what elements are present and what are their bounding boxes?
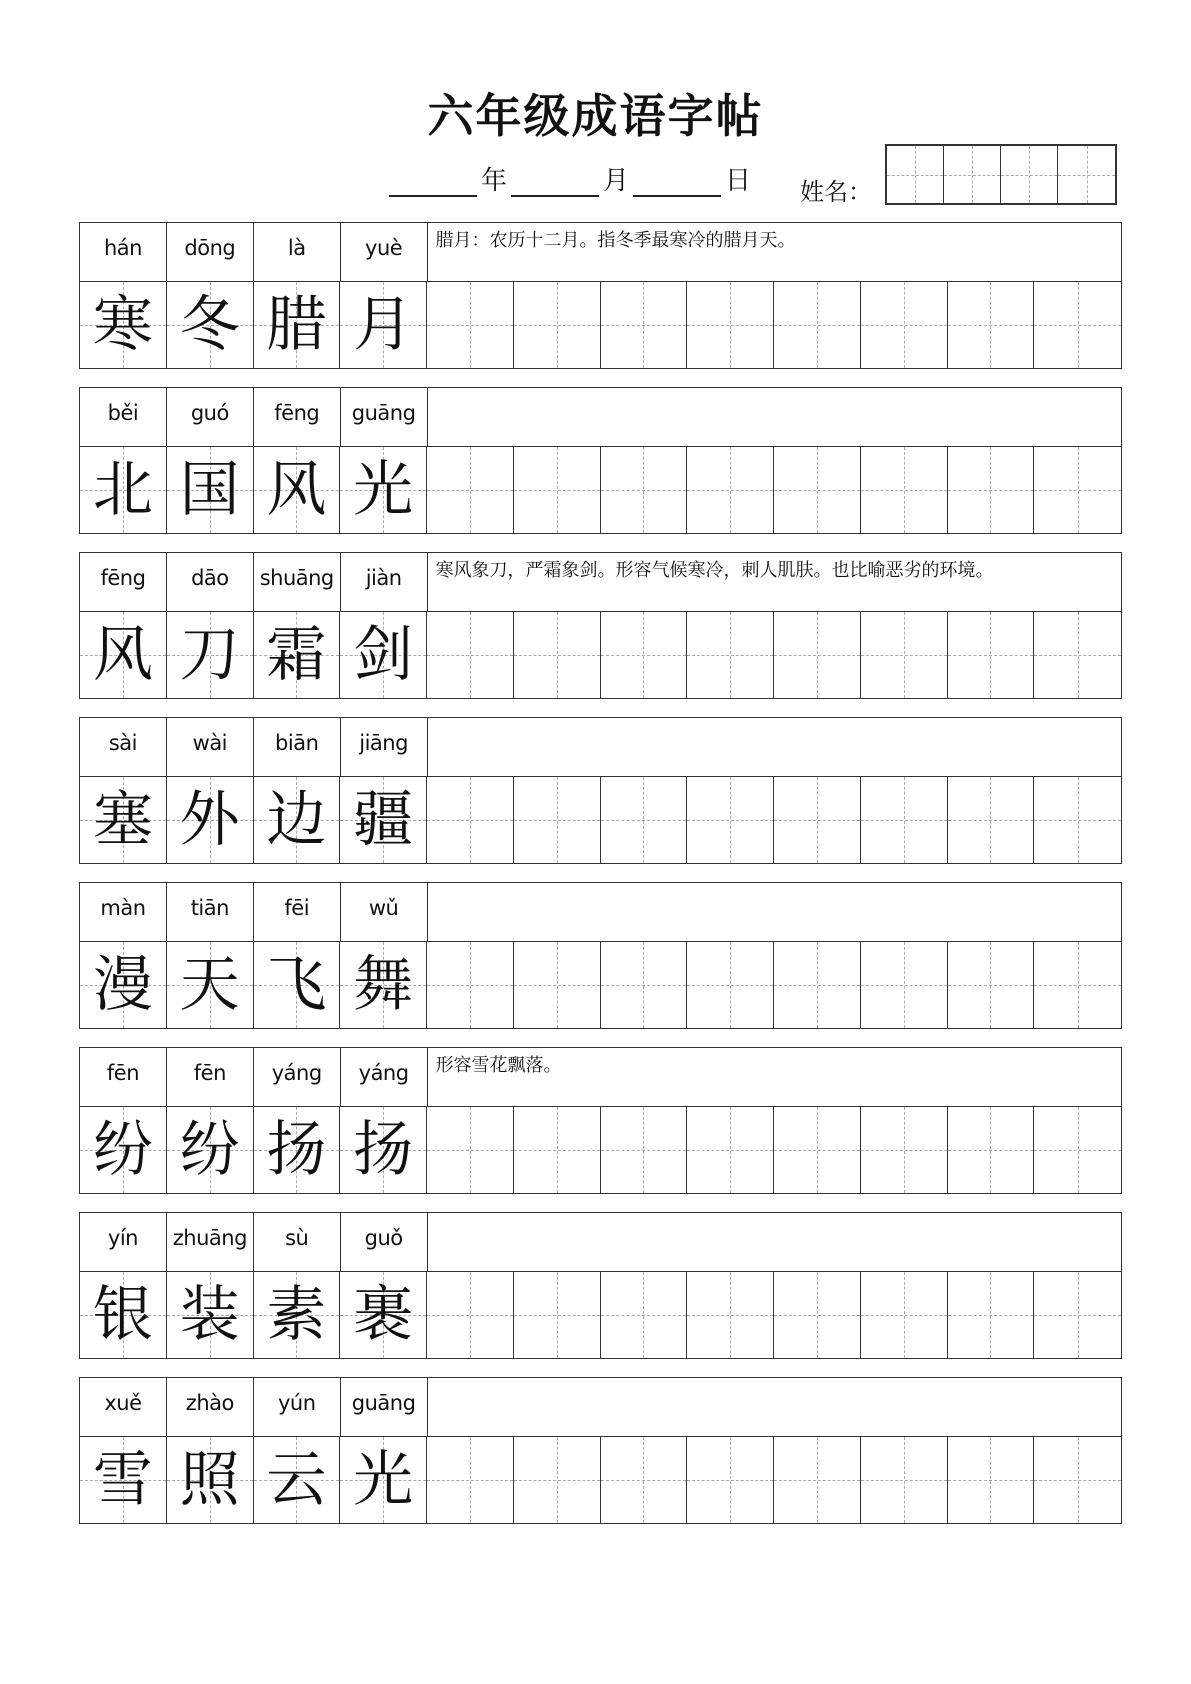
definition-text bbox=[428, 718, 1121, 776]
practice-cell[interactable] bbox=[514, 777, 601, 863]
practice-cell[interactable] bbox=[948, 1437, 1035, 1523]
month-blank[interactable] bbox=[511, 167, 599, 197]
name-cell[interactable] bbox=[1001, 146, 1058, 203]
model-character: 国 bbox=[179, 455, 240, 525]
model-character: 月 bbox=[353, 290, 414, 360]
pinyin-cell: shuāng bbox=[254, 553, 341, 611]
pinyin-cell: sài bbox=[80, 718, 167, 776]
pinyin-row bbox=[80, 1213, 1121, 1272]
idiom-block bbox=[79, 387, 1122, 534]
model-character: 纷 bbox=[92, 1115, 153, 1185]
idiom-block bbox=[79, 717, 1122, 864]
practice-cell[interactable] bbox=[687, 1107, 774, 1193]
model-character: 疆 bbox=[353, 785, 414, 855]
model-character: 刀 bbox=[179, 620, 240, 690]
pinyin-row bbox=[80, 223, 1121, 282]
pinyin-row bbox=[80, 1048, 1121, 1107]
practice-cell[interactable] bbox=[687, 447, 774, 533]
definition-text: 腊月：农历十二月。指冬季最寒冷的腊月天。 bbox=[435, 230, 796, 251]
pinyin-cell: fēn bbox=[167, 1048, 254, 1106]
pinyin-cell: dōng bbox=[167, 223, 254, 281]
practice-cell[interactable] bbox=[601, 1107, 688, 1193]
model-character-cell bbox=[254, 1272, 341, 1358]
model-character-cell bbox=[254, 1437, 341, 1523]
practice-cell[interactable] bbox=[427, 942, 514, 1028]
pinyin-cell: fēng bbox=[80, 553, 167, 611]
model-character: 雪 bbox=[92, 1445, 153, 1515]
pinyin-cell: màn bbox=[80, 883, 167, 941]
practice-cell[interactable] bbox=[687, 282, 774, 368]
pinyin-cell: yín bbox=[80, 1213, 167, 1271]
model-character: 光 bbox=[353, 455, 414, 525]
model-character: 光 bbox=[353, 1445, 414, 1515]
practice-cell[interactable] bbox=[861, 942, 948, 1028]
practice-cell[interactable] bbox=[948, 612, 1035, 698]
model-character: 剑 bbox=[353, 620, 414, 690]
practice-cell[interactable] bbox=[861, 1272, 948, 1358]
pinyin-cell: dāo bbox=[167, 553, 254, 611]
model-character: 外 bbox=[179, 785, 240, 855]
idiom-block bbox=[79, 222, 1122, 369]
model-character-cell bbox=[167, 942, 254, 1028]
pinyin-cell: guǒ bbox=[341, 1213, 428, 1271]
year-label: 年 bbox=[481, 166, 508, 196]
pinyin-cell: biān bbox=[254, 718, 341, 776]
model-character: 纷 bbox=[179, 1115, 240, 1185]
date-line bbox=[385, 160, 751, 197]
model-character-cell bbox=[340, 282, 427, 368]
model-character: 舞 bbox=[353, 950, 414, 1020]
page-title: 六年级成语字帖 bbox=[427, 89, 764, 143]
practice-cell[interactable] bbox=[774, 1437, 861, 1523]
practice-cell[interactable] bbox=[861, 1437, 948, 1523]
pinyin-cell: běi bbox=[80, 388, 167, 446]
idiom-block bbox=[79, 1377, 1122, 1524]
pinyin-cell: yáng bbox=[254, 1048, 341, 1106]
pinyin-row bbox=[80, 718, 1121, 777]
model-character-cell bbox=[167, 1437, 254, 1523]
practice-cell[interactable] bbox=[601, 1272, 688, 1358]
day-blank[interactable] bbox=[633, 167, 721, 197]
model-character-cell bbox=[167, 612, 254, 698]
model-character: 装 bbox=[179, 1280, 240, 1350]
model-character: 冬 bbox=[179, 290, 240, 360]
pinyin-cell: guó bbox=[167, 388, 254, 446]
practice-cell[interactable] bbox=[774, 942, 861, 1028]
model-character: 风 bbox=[266, 455, 327, 525]
name-cell[interactable] bbox=[944, 146, 1001, 203]
pinyin-row bbox=[80, 388, 1121, 447]
idiom-block bbox=[79, 1047, 1122, 1194]
model-character-cell bbox=[340, 612, 427, 698]
model-character: 塞 bbox=[92, 785, 153, 855]
practice-cell[interactable] bbox=[774, 1107, 861, 1193]
pinyin-cell: yuè bbox=[341, 223, 428, 281]
day-label: 日 bbox=[725, 166, 752, 196]
character-row bbox=[80, 777, 1121, 863]
practice-cell[interactable] bbox=[514, 282, 601, 368]
pinyin-cell: xuě bbox=[80, 1378, 167, 1436]
practice-cell[interactable] bbox=[1034, 1437, 1121, 1523]
model-character: 裹 bbox=[353, 1280, 414, 1350]
pinyin-cell: fēn bbox=[80, 1048, 167, 1106]
practice-cell[interactable] bbox=[861, 447, 948, 533]
pinyin-row bbox=[80, 553, 1121, 612]
definition-text bbox=[428, 1378, 1121, 1436]
model-character: 云 bbox=[266, 1445, 327, 1515]
model-character: 扬 bbox=[266, 1115, 327, 1185]
practice-cell[interactable] bbox=[427, 282, 514, 368]
definition-text bbox=[428, 388, 1121, 446]
model-character-cell bbox=[340, 1272, 427, 1358]
model-character: 漫 bbox=[92, 950, 153, 1020]
model-character: 照 bbox=[179, 1445, 240, 1515]
practice-cell[interactable] bbox=[1034, 1107, 1121, 1193]
definition-text: 形容雪花飘落。 bbox=[435, 1055, 562, 1076]
model-character-cell bbox=[167, 447, 254, 533]
model-character-cell bbox=[340, 447, 427, 533]
practice-cell[interactable] bbox=[601, 447, 688, 533]
practice-cell[interactable] bbox=[687, 942, 774, 1028]
pinyin-cell: jiàn bbox=[341, 553, 428, 611]
pinyin-cell: guāng bbox=[341, 388, 428, 446]
model-character-cell bbox=[167, 282, 254, 368]
practice-cell[interactable] bbox=[1034, 777, 1121, 863]
pinyin-cell: jiāng bbox=[341, 718, 428, 776]
practice-cell[interactable] bbox=[948, 447, 1035, 533]
practice-cell[interactable] bbox=[601, 777, 688, 863]
model-character-cell bbox=[167, 777, 254, 863]
year-blank[interactable] bbox=[389, 167, 477, 197]
pinyin-cell: yáng bbox=[341, 1048, 428, 1106]
model-character-cell bbox=[80, 282, 167, 368]
pinyin-cell: zhuāng bbox=[167, 1213, 254, 1271]
practice-cell[interactable] bbox=[1034, 942, 1121, 1028]
model-character: 寒 bbox=[92, 290, 153, 360]
practice-cell[interactable] bbox=[427, 447, 514, 533]
pinyin-cell: guāng bbox=[341, 1378, 428, 1436]
model-character-cell bbox=[254, 942, 341, 1028]
character-row bbox=[80, 282, 1121, 368]
pinyin-cell: sù bbox=[254, 1213, 341, 1271]
practice-cell[interactable] bbox=[427, 612, 514, 698]
model-character: 腊 bbox=[266, 290, 327, 360]
name-box[interactable] bbox=[885, 144, 1117, 205]
practice-cell[interactable] bbox=[687, 612, 774, 698]
model-character: 素 bbox=[266, 1280, 327, 1350]
model-character: 北 bbox=[92, 455, 153, 525]
practice-cell[interactable] bbox=[948, 1107, 1035, 1193]
pinyin-cell: zhào bbox=[167, 1378, 254, 1436]
name-cell[interactable] bbox=[1058, 146, 1115, 203]
idiom-block bbox=[79, 882, 1122, 1029]
name-label: 姓名： bbox=[800, 178, 872, 206]
model-character-cell bbox=[167, 1272, 254, 1358]
practice-cell[interactable] bbox=[601, 282, 688, 368]
model-character: 飞 bbox=[266, 950, 327, 1020]
model-character-cell bbox=[254, 777, 341, 863]
definition-text: 寒风象刀，严霜象剑。形容气候寒冷，刺人肌肤。也比喻恶劣的环境。 bbox=[435, 560, 994, 581]
character-row bbox=[80, 942, 1121, 1028]
pinyin-cell: yún bbox=[254, 1378, 341, 1436]
practice-cell[interactable] bbox=[948, 1272, 1035, 1358]
character-row bbox=[80, 1437, 1121, 1523]
idiom-block bbox=[79, 552, 1122, 699]
pinyin-cell: tiān bbox=[167, 883, 254, 941]
model-character-cell bbox=[340, 1437, 427, 1523]
character-row bbox=[80, 447, 1121, 533]
practice-cell[interactable] bbox=[514, 447, 601, 533]
practice-cell[interactable] bbox=[861, 1107, 948, 1193]
practice-cell[interactable] bbox=[1034, 282, 1121, 368]
practice-cell[interactable] bbox=[601, 942, 688, 1028]
model-character-cell bbox=[80, 942, 167, 1028]
model-character-cell bbox=[80, 1107, 167, 1193]
model-character: 天 bbox=[179, 950, 240, 1020]
pinyin-row bbox=[80, 1378, 1121, 1437]
pinyin-row bbox=[80, 883, 1121, 942]
practice-cell[interactable] bbox=[774, 1272, 861, 1358]
practice-cell[interactable] bbox=[514, 942, 601, 1028]
character-row bbox=[80, 612, 1121, 698]
practice-cell[interactable] bbox=[774, 777, 861, 863]
practice-cell[interactable] bbox=[427, 1272, 514, 1358]
practice-cell[interactable] bbox=[948, 942, 1035, 1028]
practice-cell[interactable] bbox=[514, 1437, 601, 1523]
model-character-cell bbox=[80, 447, 167, 533]
model-character: 风 bbox=[92, 620, 153, 690]
practice-cell[interactable] bbox=[1034, 447, 1121, 533]
model-character-cell bbox=[80, 1437, 167, 1523]
model-character-cell bbox=[80, 1272, 167, 1358]
definition-text bbox=[428, 1213, 1121, 1271]
practice-cell[interactable] bbox=[687, 1437, 774, 1523]
model-character: 银 bbox=[92, 1280, 153, 1350]
practice-cell[interactable] bbox=[948, 282, 1035, 368]
practice-cell[interactable] bbox=[687, 1272, 774, 1358]
model-character-cell bbox=[254, 612, 341, 698]
model-character: 扬 bbox=[353, 1115, 414, 1185]
model-character-cell bbox=[80, 612, 167, 698]
practice-cell[interactable] bbox=[948, 777, 1035, 863]
model-character-cell bbox=[80, 777, 167, 863]
practice-cell[interactable] bbox=[774, 282, 861, 368]
model-character-cell bbox=[167, 1107, 254, 1193]
practice-cell[interactable] bbox=[774, 447, 861, 533]
practice-cell[interactable] bbox=[1034, 612, 1121, 698]
practice-cell[interactable] bbox=[861, 777, 948, 863]
practice-cell[interactable] bbox=[774, 612, 861, 698]
practice-cell[interactable] bbox=[687, 777, 774, 863]
practice-cell[interactable] bbox=[601, 612, 688, 698]
pinyin-cell: fēng bbox=[254, 388, 341, 446]
idiom-block bbox=[79, 1212, 1122, 1359]
practice-cell[interactable] bbox=[427, 777, 514, 863]
name-cell[interactable] bbox=[887, 146, 944, 203]
practice-cell[interactable] bbox=[514, 1272, 601, 1358]
character-row bbox=[80, 1272, 1121, 1358]
practice-cell[interactable] bbox=[514, 1107, 601, 1193]
month-label: 月 bbox=[603, 166, 630, 196]
model-character-cell bbox=[254, 1107, 341, 1193]
model-character-cell bbox=[340, 777, 427, 863]
model-character: 边 bbox=[266, 785, 327, 855]
model-character-cell bbox=[254, 282, 341, 368]
practice-cell[interactable] bbox=[427, 1107, 514, 1193]
model-character-cell bbox=[340, 942, 427, 1028]
character-row bbox=[80, 1107, 1121, 1193]
model-character: 霜 bbox=[266, 620, 327, 690]
model-character-cell bbox=[340, 1107, 427, 1193]
pinyin-cell: wài bbox=[167, 718, 254, 776]
definition-text bbox=[428, 883, 1121, 941]
practice-cell[interactable] bbox=[861, 612, 948, 698]
pinyin-cell: fēi bbox=[254, 883, 341, 941]
pinyin-cell: wǔ bbox=[341, 883, 428, 941]
practice-cell[interactable] bbox=[427, 1437, 514, 1523]
pinyin-cell: là bbox=[254, 223, 341, 281]
practice-cell[interactable] bbox=[861, 282, 948, 368]
practice-cell[interactable] bbox=[601, 1437, 688, 1523]
practice-cell[interactable] bbox=[1034, 1272, 1121, 1358]
pinyin-cell: hán bbox=[80, 223, 167, 281]
practice-cell[interactable] bbox=[514, 612, 601, 698]
model-character-cell bbox=[254, 447, 341, 533]
